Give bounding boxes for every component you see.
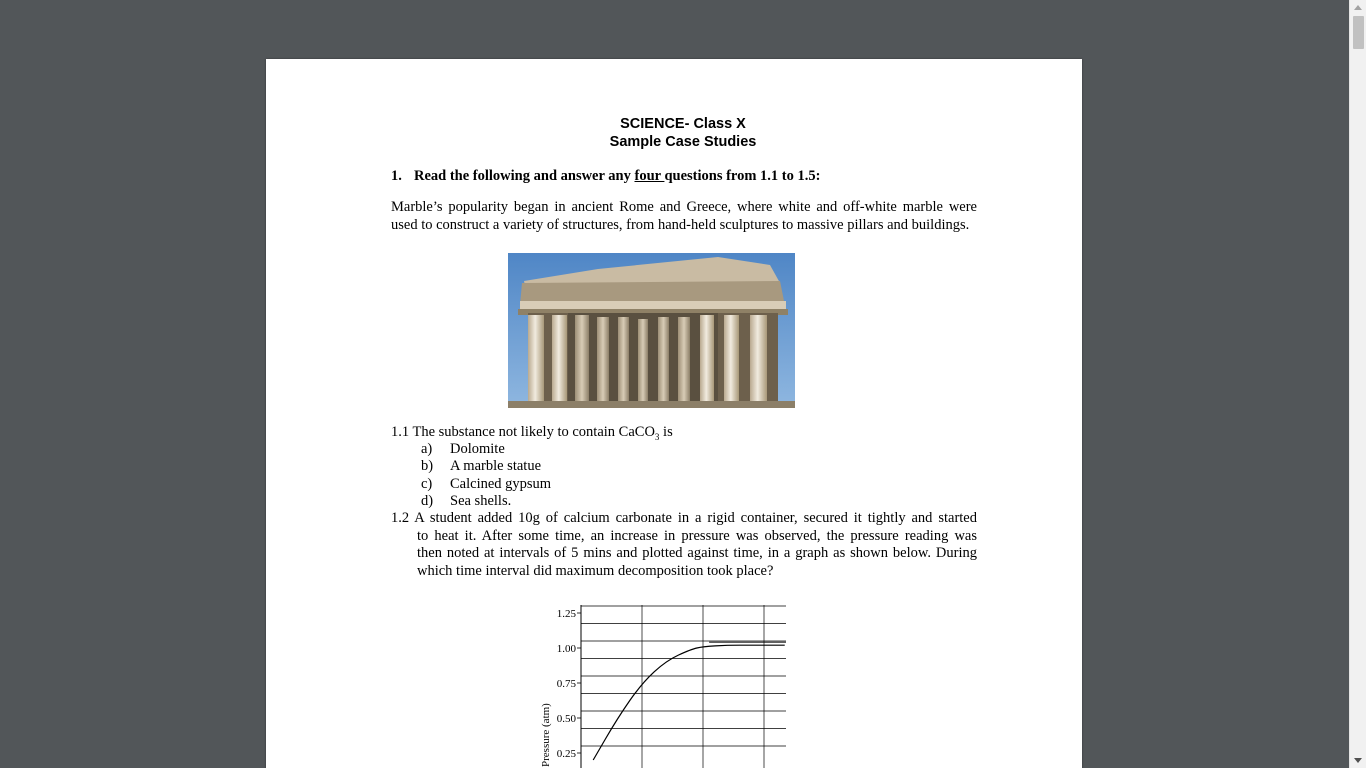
question-1-1-text-end: is: [659, 424, 673, 440]
question-1-1-options: [421, 441, 551, 510]
question-1-2-line: 1.2 A student added 10g of calcium carbonate in a rigid container, secured it tightly and started: [391, 510, 977, 526]
question-1-2: [391, 510, 977, 580]
question-1-2-line: to heat it. After some time, an increase in pressure was observed, the pressure reading was: [417, 527, 977, 544]
option-text: A marble statue: [450, 458, 542, 475]
question-tail: questions from 1.1 to 1.5:: [664, 168, 821, 184]
question-1-1-subscript: 3: [654, 431, 660, 442]
question-emphasis: four: [634, 168, 665, 184]
option-c: [421, 476, 551, 493]
question-1-1-text: 1.1 The substance not likely to contain CaCO: [391, 424, 655, 440]
pressure-curve: [593, 645, 785, 760]
y-tick-label: 0.75: [556, 678, 576, 690]
option-b: [421, 458, 551, 475]
document-subtitle: Sample Case Studies: [609, 134, 757, 150]
parthenon-image-icon: [508, 253, 795, 408]
marble-passage: Marble’s popularity began in ancient Rome and Greece, where white and off-white marble were used to construct a variety of structures, from hand-held sculptures to massive pillars and buildings.: [391, 199, 977, 233]
scroll-up-arrow-icon[interactable]: [1354, 5, 1362, 10]
y-tick-label: 0.50: [556, 713, 576, 725]
option-d: [421, 493, 551, 510]
option-letter: a): [421, 441, 433, 457]
question-lead: Read the following and answer any: [414, 168, 635, 184]
option-a: [421, 441, 551, 458]
option-text: Dolomite: [450, 441, 505, 457]
parthenon-photo: [508, 253, 795, 408]
option-letter: d): [421, 492, 434, 509]
question-number: 1.: [391, 168, 402, 184]
scrollbar-thumb[interactable]: [1353, 16, 1364, 49]
y-tick-label: 1.25: [556, 608, 576, 620]
vertical-scrollbar[interactable]: [1349, 0, 1366, 768]
option-letter: c): [421, 475, 433, 492]
y-tick-label: 0.25: [556, 748, 576, 760]
option-text: Calcined gypsum: [450, 475, 552, 492]
question-1-heading: [391, 167, 820, 185]
y-tick-label: 1.00: [556, 643, 576, 655]
y-axis-label: Pressure (atm): [540, 703, 552, 767]
document-page: [266, 59, 1082, 768]
pressure-time-graph: [521, 595, 801, 768]
option-letter: b): [421, 458, 434, 475]
question-1-2-line: then noted at intervals of 5 mins and plotted against time, in a graph as shown below. During: [417, 545, 977, 561]
option-text: Sea shells.: [450, 492, 512, 509]
scroll-down-arrow-icon[interactable]: [1354, 758, 1362, 763]
question-1-2-line: which time interval did maximum decomposition took place?: [417, 562, 774, 579]
document-title: SCIENCE- Class X: [620, 116, 746, 132]
